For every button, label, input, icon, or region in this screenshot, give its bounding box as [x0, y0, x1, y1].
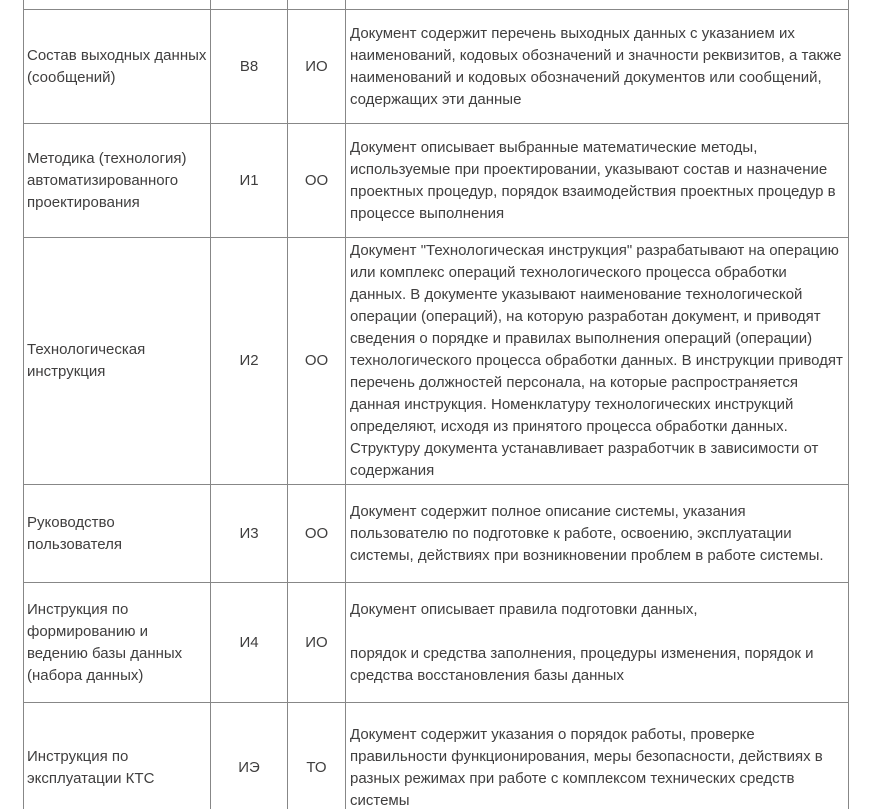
document-part-cell: ОО — [288, 485, 346, 583]
table-row — [24, 238, 849, 485]
document-part-cell: ОО — [288, 238, 346, 485]
description-paragraph: Документ описывает выбранные математические методы, используемые при проектировании, указывают состав и назначение проектных процедур, порядок взаимодействия проектных процедур в процессе выполнения — [350, 138, 836, 222]
document-name-cell: Инструкция по эксплуатации КТС — [24, 703, 211, 809]
document-code-cell: И3 — [211, 485, 288, 583]
table-row-clipped-top — [24, 0, 849, 10]
description-paragraph: Документ содержит полное описание системы, указания пользователю по подготовке к работе, освоению, эксплуатации системы, действиях при возникновении проблем в работе системы. — [350, 502, 824, 564]
document-part-cell: ОО — [288, 124, 346, 238]
description-paragraph: Документ содержит указания о порядок работы, проверке правильности функционирования, меры безопасности, действиях в разных режимах при работе с комплексом технических средств системы — [350, 725, 823, 809]
description-paragraph: Документ содержит перечень выходных данных с указанием их наименований, кодовых обозначений и значности реквизитов, а также наименований и кодовых обозначений документов или сообщений, содержащих эти данные — [350, 24, 842, 108]
document-code-cell: И2 — [211, 238, 288, 485]
document-name-cell: Методика (технология) автоматизированного проектирования — [24, 124, 211, 238]
document-code-cell: ИЭ — [211, 703, 288, 809]
document-code-cell: И4 — [211, 583, 288, 703]
empty-cell — [346, 0, 849, 10]
document-part-cell: ИО — [288, 583, 346, 703]
document-code-cell: В8 — [211, 10, 288, 124]
document-description-cell — [346, 485, 849, 583]
document-part-cell: ТО — [288, 703, 346, 809]
document-description-cell — [346, 583, 849, 703]
description-paragraph: порядок и средства заполнения, процедуры изменения, порядок и средства восстановления базы данных — [350, 644, 814, 684]
table-row — [24, 583, 849, 703]
document-code-cell: И1 — [211, 124, 288, 238]
document-description-cell — [346, 238, 849, 485]
documents-table — [23, 0, 849, 809]
empty-cell — [211, 0, 288, 10]
document-name-cell: Технологическая инструкция — [24, 238, 211, 485]
document-name-cell: Руководство пользователя — [24, 485, 211, 583]
table-row — [24, 10, 849, 124]
empty-cell — [24, 0, 211, 10]
description-paragraph: Документ "Технологическая инструкция" разрабатывают на операцию или комплекс операций технологического процесса обработки данных. В документе указывают наименование технологической операции (операций), на которую разработан документ, и приводят сведения о порядке и правилах выполнения операций (операции) технологического процесса обработки данных. В инструкции приводят перечень должностей персонала, на которые распространяется данная инструкция. Номенклатуру технологических инструкций определяют, исходя из принятого процесса обработки данных. Структуру документа устанавливает разработчик в зависимости от содержания — [350, 242, 843, 479]
table-row-clipped-bottom — [24, 703, 849, 809]
document-description-cell — [346, 124, 849, 238]
empty-cell — [288, 0, 346, 10]
table-row — [24, 124, 849, 238]
table-row — [24, 485, 849, 583]
document-description-cell — [346, 703, 849, 809]
document-part-cell: ИО — [288, 10, 346, 124]
document-name-cell: Инструкция по формированию и ведению базы данных (набора данных) — [24, 583, 211, 703]
description-paragraph: Документ описывает правила подготовки данных, — [350, 600, 698, 618]
document-description-cell — [346, 10, 849, 124]
document-name-cell: Состав выходных данных (сообщений) — [24, 10, 211, 124]
